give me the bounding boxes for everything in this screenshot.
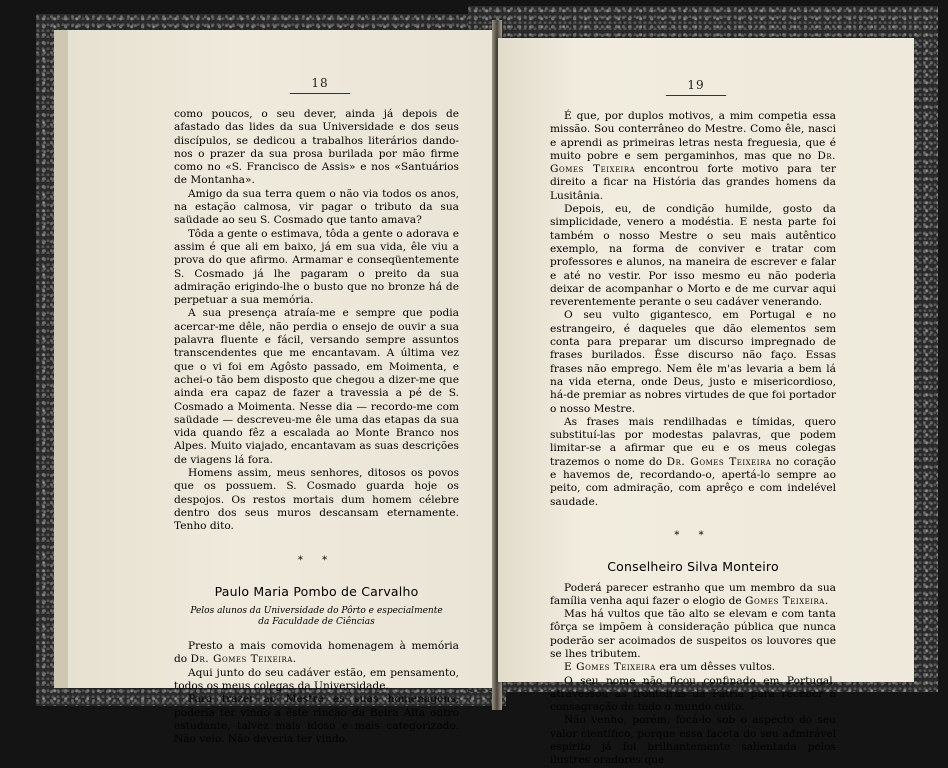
name-small-caps: Gomes Teixeira — [745, 594, 825, 607]
section-separator: * * — [674, 529, 712, 541]
paragraph: Aqui junto do seu cadáver estão, em pensamento, todos os meus colegas da Universidade. — [174, 666, 459, 692]
paragraph — [550, 582, 836, 609]
paragraph: Depois, eu, de condição humilde, gosto da simplicidade, venero a modéstia. E nesta parte foi também o nosso Mestre o seu mais autêntico exemplo, na forma de conviver e tratar com professores e alunos, na maneira de escrever e falar e até no vestir. Por isso mesmo eu não poderia deixar de acompanhar o Morto e de me curvar aqui reverentemente perante o seu cadáver venerando. — [550, 203, 836, 309]
page-number-right: 19 — [666, 78, 726, 96]
dedication-line: Pelos alunos da Universidade do Pôrto e especialmente — [190, 606, 443, 617]
text-span: Poderá parecer estranho que um membro da sua família venha aqui fazer o elogio de — [550, 581, 836, 607]
text-span: era um dêsses vultos. — [655, 661, 776, 674]
name-small-caps: Dr. Gomes Teixeira — [550, 149, 836, 176]
paragraph: A sua presença atraía-me e sempre que podia acercar-me dêle, não perdia o ensejo de ouvir a sua palavra fluente e fácil, versando sempre assuntos transcendentes que me encantavam. A última vez que o vi foi em Agôsto passado, em Moimenta, e achei-o tão bem disposto que chegou a dizer-me que ainda era capaz de fazer a travessia a pé de S. Cosmado a Moimenta. Nesse dia — recordo-me com saüdade — descreveu-me êle uma das etapas da sua vida quando fêz a escalada ao Monte Branco nos Alpes. Muito viajado, encantavam as suas descrições de viagens lá fora. — [174, 307, 459, 466]
paragraph: como poucos, o seu dever, ainda já depois de afastado das lides da sua Universidade e dos seus discípulos, se dedicou a trabalhos literários dando-nos o prazer da sua prosa burilada por mão firme como no «S. Francisco de Assis» e nos «Santuários de Montanha». — [174, 108, 459, 187]
section-separator: * * — [297, 554, 336, 566]
page-edge — [54, 30, 68, 688]
text-span: encontrou forte motivo para ter direito a ficar na História das grandes homens da Lusitânia. — [550, 163, 836, 202]
text-span: É que, por duplos motivos, a mim competia essa missão. Sou conterrâneo do Mestre. Como êle, nasci e aprendi as primeiras letras nesta freguesia, que é muito pobre e sem pergaminhos, mas que no — [550, 110, 836, 162]
text-span: As frases mais rendilhadas e tímidas, quero substituí-las por modestas palavras, que podem limitar-se a afirmar que eu e os meus colegas trazemos o nome do — [550, 415, 836, 468]
right-page-text — [550, 110, 836, 768]
paragraph — [174, 640, 459, 667]
section-title: Conselheiro Silva Monteiro — [607, 559, 779, 575]
paragraph: Mas há vultos que tão alto se elevam e com tanta fôrça se impõem à consideração pública que nunca poderão ser acoimados de suspeitos os louvores que se lhes tributem. — [550, 608, 836, 660]
paragraph: O seu nome não ficou confinado em Portugal, atravessou as fronteiras da Pátria para receber a consagração de todo o mundo culto. — [550, 674, 836, 714]
paragraph — [550, 661, 836, 674]
paragraph: Não venho, porém, focá-lo sob o aspecto do seu valor científico, porque essa faceta do seu admirável espírito já foi brilhantemente salientada pelos ilustres oradores que — [550, 714, 836, 767]
name-small-caps: Dr. Gomes Teixeira — [666, 455, 772, 468]
name-small-caps: Dr. Gomes Teixeira — [190, 653, 293, 666]
paragraph: O seu vulto gigantesco, em Portugal e no estrangeiro, é daqueles que dão elementos sem conta para preparar um discurso impregnado de frases burilados. Êsse discurso não faço. Essas frases não emprego. Nem êle m'as levaria a bem lá na vida eterna, onde Deus, justo e misericordioso, há-de premiar as nobres virtudes de que foi portador o nosso Mestre. — [550, 309, 836, 415]
text-span: Presto a mais comovida homenagem à memória do — [174, 640, 459, 666]
section-title: Paulo Maria Pombo de Carvalho — [214, 583, 419, 599]
text-span: no coração e havemos de, recordando-o, apertá-lo sempre ao peito, com admiração, com aprêço e com indelével saudade. — [550, 455, 836, 508]
paragraph: Homens assim, meus senhores, ditosos os povos que os possuem. S. Cosmado guarda hoje os despojos. Os restos mortais dum homem célebre dentro dos seus muros descansam eternamente. Tenho dito. — [174, 467, 459, 533]
left-page-text — [174, 108, 459, 746]
text-span: . — [824, 594, 829, 607]
page-number-left: 18 — [290, 76, 350, 94]
paragraph — [550, 110, 836, 203]
name-small-caps: E Gomes Teixeira — [564, 661, 656, 674]
paragraph: Tôda a gente o estimava, tôda a gente o adorava e assim é que ali em baixo, já em sua vida, êle viu a prova do que afirmo. Armamar e conseqüentemente S. Cosmado já lhe pagaram o preito da sua admiração erigindo-lhe o busto que no bronze há de perpetuar a sua memória. — [174, 227, 459, 307]
paragraph: Amigo da sua terra quem o não via todos os anos, na estação calmosa, vir pagar o tributo da sua saüdade ao seu S. Cosmado que tanto amava? — [174, 187, 459, 227]
paragraph — [550, 416, 836, 509]
paragraph: Para trazer ao Mestre as suas homenagens, poderia ter vindo a êste rincão da Beira Alta outro estudante, talvez mais idoso e mais categorizado. Não veio. Não deveria ter vindo. — [174, 693, 459, 746]
dedication — [174, 606, 459, 628]
text-span: . — [292, 653, 297, 666]
dedication-line: da Faculdade de Ciências — [258, 617, 375, 628]
